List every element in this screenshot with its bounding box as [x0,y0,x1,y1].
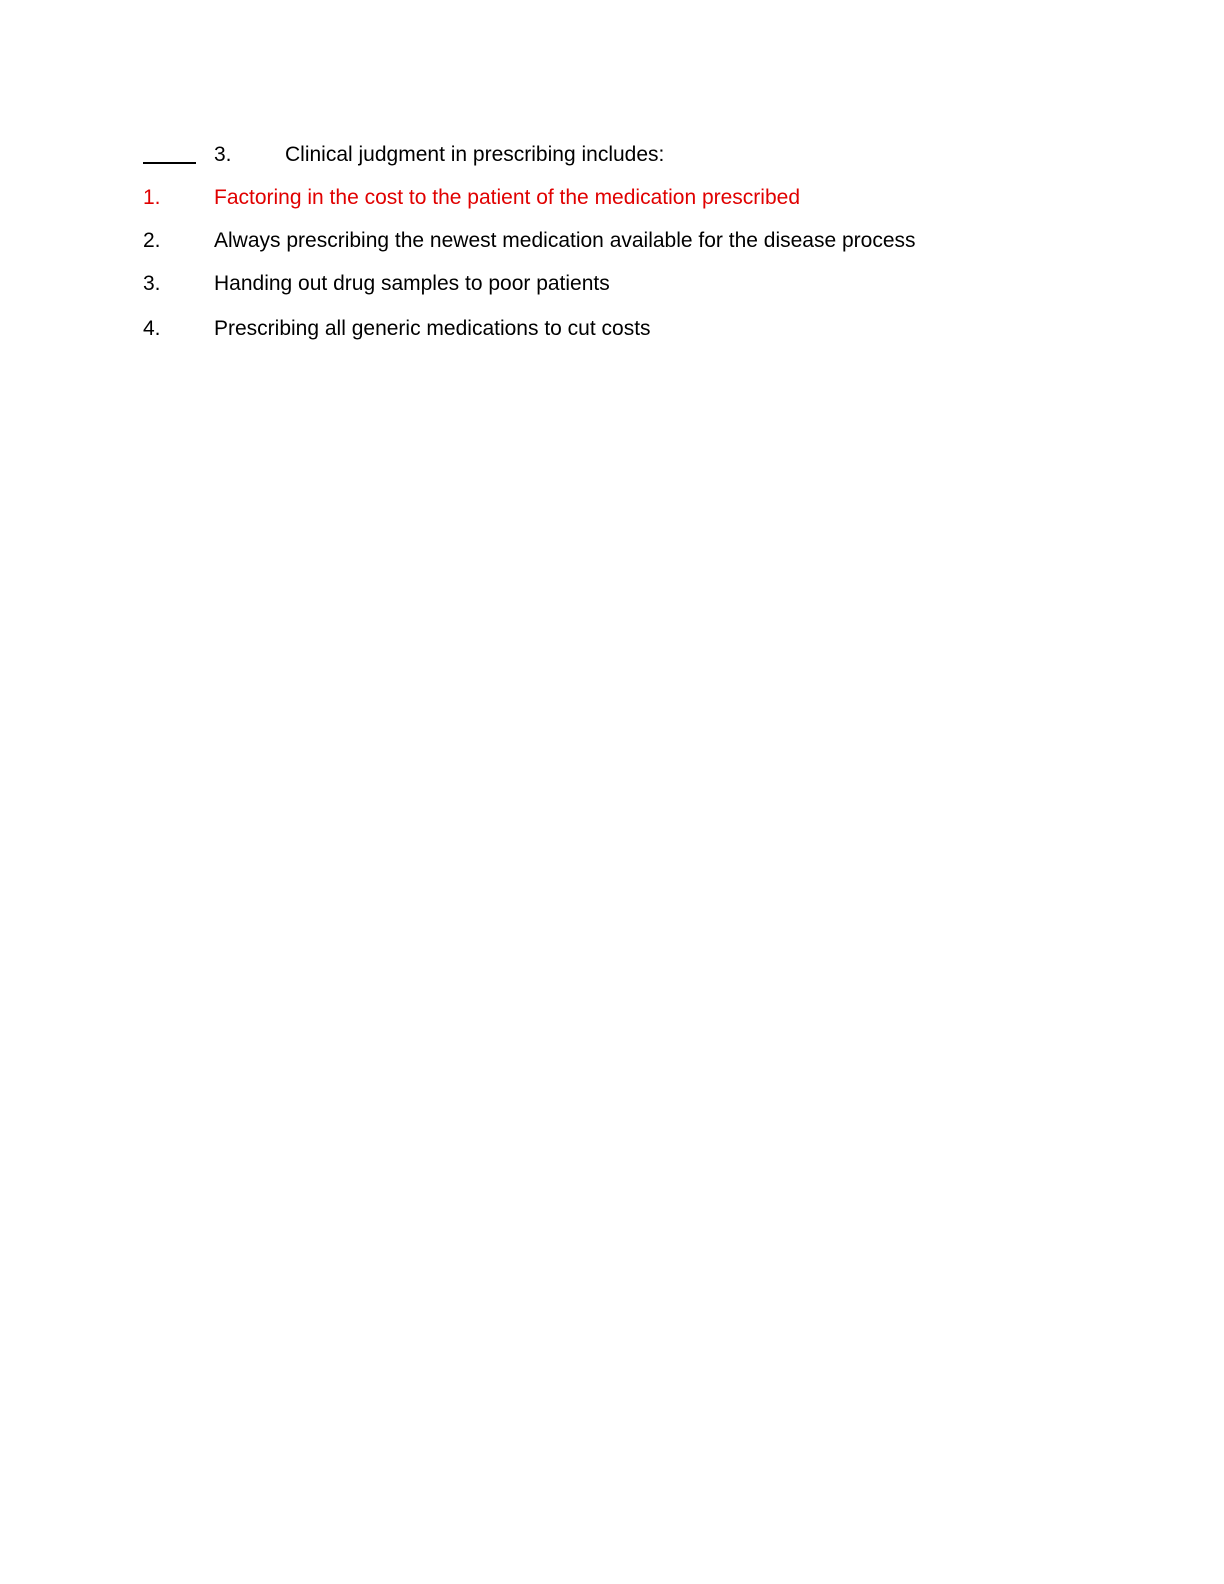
option-item [143,270,1043,298]
option-text: Handing out drug samples to poor patients [214,272,610,295]
option-text: Prescribing all generic medications to cut costs [214,317,651,340]
option-number: 1. [143,186,161,209]
option-item-correct [143,184,1043,212]
option-item [143,315,1043,343]
answer-blank-line [143,162,196,164]
option-text: Factoring in the cost to the patient of the medication prescribed [214,186,801,209]
option-number: 2. [143,229,161,252]
question-row [143,141,1043,169]
question-text: Clinical judgment in prescribing includes: [285,143,665,166]
option-item [143,227,1043,255]
option-text: Always prescribing the newest medication available for the disease process [214,229,916,252]
option-number: 4. [143,317,161,340]
option-number: 3. [143,272,161,295]
question-number: 3. [214,143,232,166]
